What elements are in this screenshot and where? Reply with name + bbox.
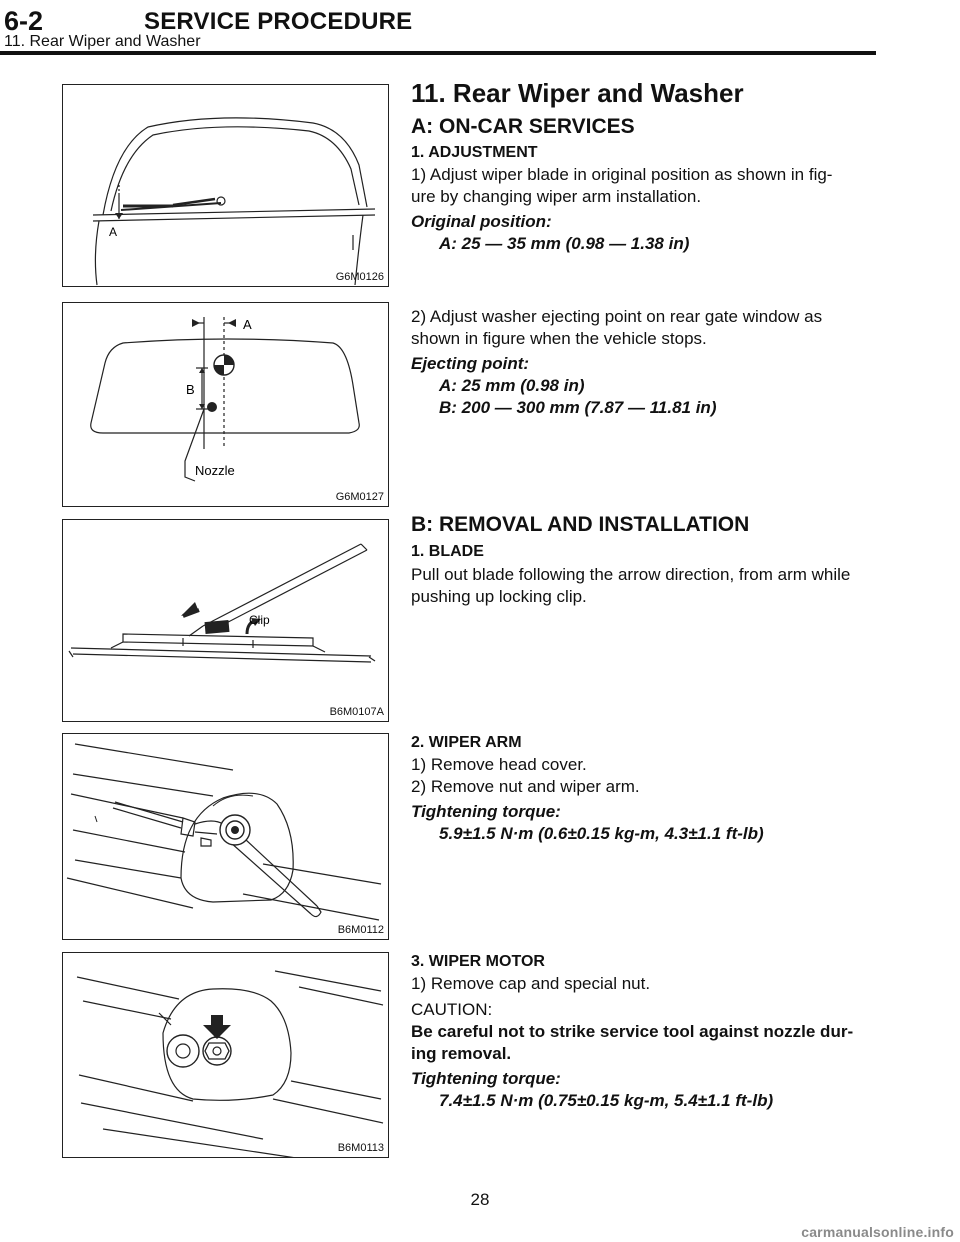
- step1-line2: ure by changing wiper arm installation.: [411, 187, 702, 206]
- original-position-label: Original position:: [411, 212, 552, 231]
- adjustment-title: 1. ADJUSTMENT: [411, 144, 538, 161]
- step2-line1: 2) Adjust washer ejecting point on rear gate window as: [411, 307, 823, 326]
- page-subtitle: 11. Rear Wiper and Washer: [4, 33, 201, 50]
- wiper-arm-torque-value: 5.9±1.5 N·m (0.6±0.15 kg-m, 4.3±1.1 ft-lb): [439, 824, 764, 843]
- blade-line2: pushing up locking clip.: [411, 587, 587, 606]
- washer-ejecting-diagram: [63, 303, 389, 507]
- blade-title: 1. BLADE: [411, 543, 484, 560]
- wiper-arm-step2: 2) Remove nut and wiper arm.: [411, 777, 640, 796]
- wiper-arm-title: 2. WIPER ARM: [411, 734, 522, 751]
- wiper-motor-diagram: [63, 953, 389, 1158]
- label-a: A: [243, 317, 252, 332]
- figure-caption: B6M0107A: [329, 706, 384, 718]
- page-title: SERVICE PROCEDURE: [144, 8, 413, 35]
- ejecting-point-a: A: 25 mm (0.98 in): [439, 376, 585, 395]
- figure-caption: G6M0127: [335, 491, 384, 503]
- watermark: carmanualsonline.info: [801, 1224, 954, 1240]
- figure-wiper-arm: [62, 733, 389, 940]
- figure-wiper-position: [62, 84, 389, 287]
- label-nozzle: Nozzle: [195, 463, 235, 478]
- step1-line1: 1) Adjust wiper blade in original position as shown in fig-: [411, 165, 833, 184]
- wiper-motor-step1: 1) Remove cap and special nut.: [411, 974, 651, 993]
- figure-caption: G6M0126: [335, 271, 384, 283]
- figure-caption: B6M0113: [337, 1142, 384, 1154]
- section-b-title: B: REMOVAL AND INSTALLATION: [411, 513, 750, 536]
- wiper-motor-torque-value: 7.4±1.5 N·m (0.75±0.15 kg-m, 5.4±1.1 ft-lb): [439, 1091, 774, 1110]
- blade-removal-diagram: [63, 520, 389, 722]
- figure-washer-ejecting-point: [62, 302, 389, 507]
- original-position-value: A: 25 — 35 mm (0.98 — 1.38 in): [439, 234, 690, 253]
- figure-blade-removal: [62, 519, 389, 722]
- blade-line1: Pull out blade following the arrow direction, from arm while: [411, 565, 851, 584]
- step2-line2: shown in figure when the vehicle stops.: [411, 329, 707, 348]
- ejecting-point-b: B: 200 — 300 mm (7.87 — 11.81 in): [439, 398, 717, 417]
- wiper-arm-step1: 1) Remove head cover.: [411, 755, 587, 774]
- figure-caption: B6M0112: [337, 924, 384, 936]
- page-number: 28: [470, 1190, 490, 1209]
- main-title: 11. Rear Wiper and Washer: [411, 78, 744, 108]
- wiper-position-diagram: [63, 85, 389, 287]
- label-clip: Clip: [249, 613, 270, 627]
- wiper-motor-title: 3. WIPER MOTOR: [411, 953, 545, 970]
- caution-line2: ing removal.: [411, 1044, 512, 1063]
- wiper-motor-torque-label: Tightening torque:: [411, 1069, 561, 1088]
- wiper-arm-diagram: [63, 734, 389, 940]
- figure-wiper-motor: [62, 952, 389, 1158]
- wiper-arm-torque-label: Tightening torque:: [411, 802, 561, 821]
- caution-label: CAUTION:: [411, 1000, 493, 1019]
- header-rule: [0, 51, 876, 55]
- label-a: A: [109, 225, 118, 239]
- section-number: 6-2: [4, 6, 44, 36]
- section-a-title: A: ON-CAR SERVICES: [411, 115, 635, 138]
- caution-line1: Be careful not to strike service tool against nozzle dur-: [411, 1022, 854, 1041]
- ejecting-point-label: Ejecting point:: [411, 354, 530, 373]
- label-b: B: [186, 382, 195, 397]
